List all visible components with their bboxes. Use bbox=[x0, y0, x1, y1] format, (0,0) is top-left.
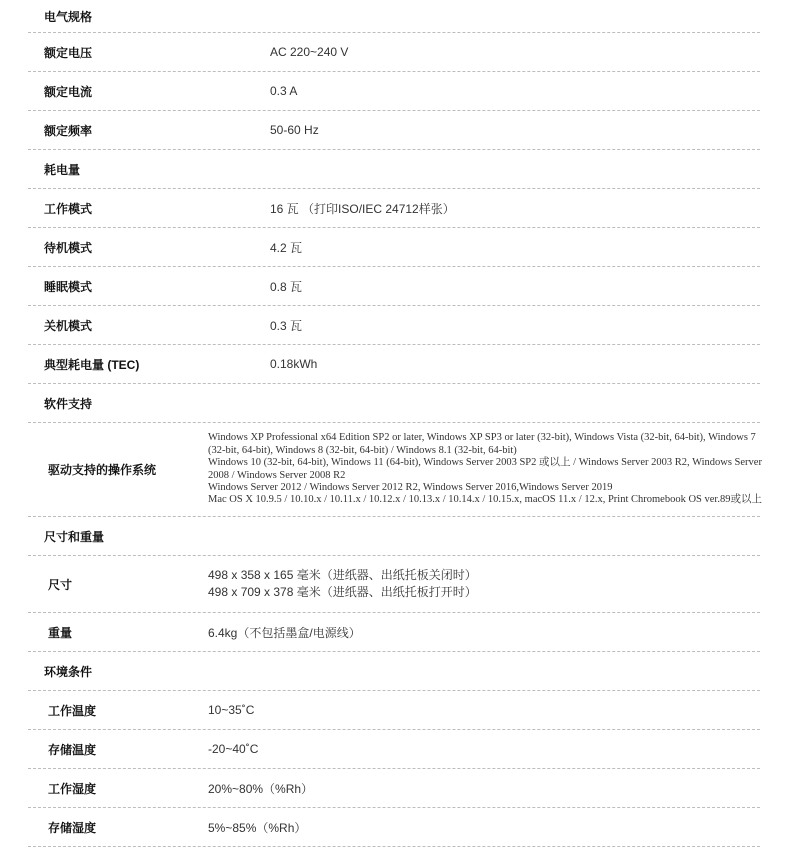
section-software bbox=[28, 384, 760, 423]
os-line: Windows 10 (32-bit, 64-bit), Windows 11 (64-bit), Windows Server 2003 SP2 或以上 / Windows Server 2003 R2, Windows Server bbox=[208, 457, 762, 469]
os-line: Windows Server 2012 / Windows Server 2012 R2, Windows Server 2016,Windows Server 2019 bbox=[208, 481, 613, 493]
spec-label: 重量 bbox=[48, 625, 73, 640]
section-power bbox=[28, 150, 760, 189]
size-line: 498 x 358 x 165 毫米（进纸器、出纸托板关闭时） bbox=[208, 568, 477, 582]
spec-value: 0.3 瓦 bbox=[270, 318, 303, 333]
spec-row-operating-temperature bbox=[28, 691, 760, 730]
section-dimensions bbox=[28, 517, 760, 556]
section-title: 电气规格 bbox=[44, 9, 93, 24]
os-list bbox=[208, 423, 790, 516]
spec-label: 额定频率 bbox=[44, 123, 93, 138]
os-line: Windows XP Professional x64 Edition SP2 or later, Windows XP SP3 or later (32-bit), Windows Vista (32-bit, 64-bit), Windows 7 bbox=[208, 432, 756, 444]
spec-label: 典型耗电量 (TEC) bbox=[44, 357, 140, 372]
spec-value: 10~35˚C bbox=[208, 703, 255, 717]
spec-value: 5%~85%（%Rh） bbox=[208, 820, 307, 835]
spec-label: 额定电压 bbox=[44, 45, 93, 60]
spec-row-operating-humidity bbox=[28, 769, 760, 808]
section-title: 环境条件 bbox=[44, 664, 93, 679]
size-values bbox=[208, 556, 477, 612]
spec-row-tec bbox=[28, 345, 760, 384]
section-environment bbox=[28, 652, 760, 691]
spec-label: 存储湿度 bbox=[48, 820, 97, 835]
os-line: Mac OS X 10.9.5 / 10.10.x / 10.11.x / 10.12.x / 10.13.x / 10.14.x / 10.15.x, macOS 11.x / 12.x, Print Chromebook OS ver.89或以上 bbox=[208, 494, 762, 506]
section-title: 耗电量 bbox=[44, 162, 81, 177]
spec-value: 50-60 Hz bbox=[270, 123, 319, 137]
spec-value: AC 220~240 V bbox=[270, 45, 349, 59]
spec-row-rated-voltage bbox=[28, 33, 760, 72]
spec-value: 4.2 瓦 bbox=[270, 240, 303, 255]
spec-row-sleep-mode bbox=[28, 267, 760, 306]
spec-row-weight bbox=[28, 613, 760, 652]
spec-label: 关机模式 bbox=[44, 318, 93, 333]
spec-table bbox=[28, 0, 760, 847]
section-electrical bbox=[28, 0, 760, 33]
spec-row-rated-frequency bbox=[28, 111, 760, 150]
os-line: 2008 / Windows Server 2008 R2 bbox=[208, 469, 346, 481]
spec-value: 6.4kg（不包括墨盒/电源线） bbox=[208, 625, 361, 640]
spec-label: 睡眠模式 bbox=[44, 279, 93, 294]
os-line: (32-bit, 64-bit), Windows 8 (32-bit, 64-bit) / Windows 8.1 (32-bit, 64-bit) bbox=[208, 444, 517, 456]
section-title: 尺寸和重量 bbox=[44, 529, 105, 544]
spec-value: 0.18kWh bbox=[270, 357, 318, 371]
spec-label: 尺寸 bbox=[48, 577, 73, 592]
size-line: 498 x 709 x 378 毫米（进纸器、出纸托板打开时） bbox=[208, 585, 477, 599]
spec-label: 工作湿度 bbox=[48, 781, 97, 796]
spec-value: 20%~80%（%Rh） bbox=[208, 781, 314, 796]
spec-row-supported-os bbox=[28, 423, 760, 517]
spec-row-rated-current bbox=[28, 72, 760, 111]
spec-label: 待机模式 bbox=[44, 240, 93, 255]
spec-value: 0.8 瓦 bbox=[270, 279, 303, 294]
spec-row-storage-humidity bbox=[28, 808, 760, 847]
spec-row-standby-mode bbox=[28, 228, 760, 267]
spec-label: 存储温度 bbox=[48, 742, 97, 757]
section-title: 软件支持 bbox=[44, 396, 93, 411]
spec-row-size bbox=[28, 556, 760, 613]
spec-value: -20~40˚C bbox=[208, 742, 259, 756]
spec-row-operating-mode bbox=[28, 189, 760, 228]
spec-row-storage-temperature bbox=[28, 730, 760, 769]
spec-label: 工作温度 bbox=[48, 703, 97, 718]
spec-label: 驱动支持的操作系统 bbox=[48, 463, 157, 477]
spec-value: 16 瓦 （打印ISO/IEC 24712样张） bbox=[270, 201, 455, 216]
spec-row-off-mode bbox=[28, 306, 760, 345]
spec-value: 0.3 A bbox=[270, 84, 298, 98]
spec-label: 工作模式 bbox=[44, 201, 93, 216]
spec-label: 额定电流 bbox=[44, 84, 93, 99]
